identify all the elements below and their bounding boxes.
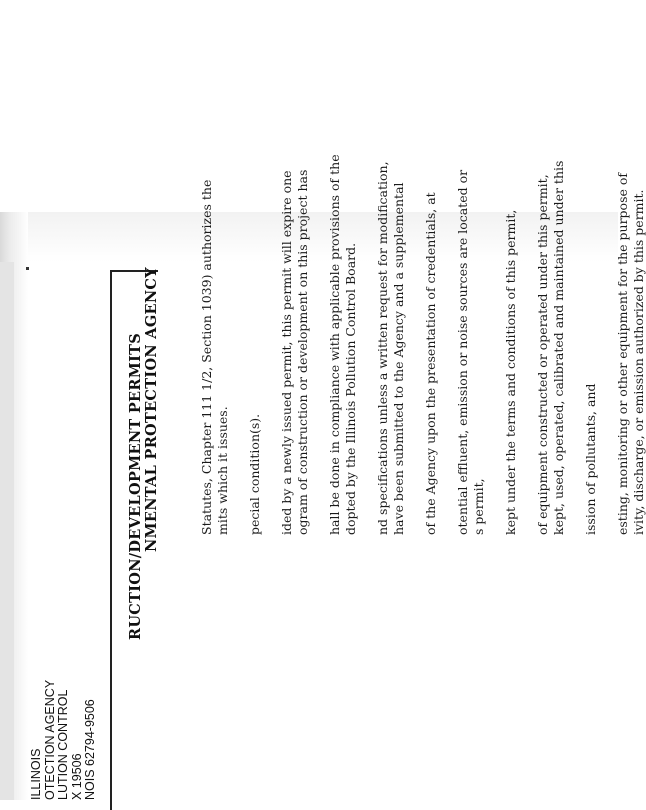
header-rule — [110, 270, 112, 810]
scan-speck — [26, 267, 29, 270]
body-line: hall be done in compliance with applicable provisions of the — [327, 154, 342, 535]
body-line: s permit, — [471, 478, 486, 535]
body-line: nd specifications unless a written request for modification, — [375, 161, 390, 535]
body-line: kept under the terms and conditions of this permit, — [503, 209, 518, 535]
body-line: mits which it issues. — [215, 406, 230, 535]
body-line: ivity, discharge, or emission authorized by this permit. — [631, 189, 646, 535]
rotated-document-page — [0, 154, 646, 800]
title-line: RUCTION/DEVELOPMENT PERMITS — [127, 332, 144, 640]
address-line: NOIS 62794-9506 — [83, 699, 97, 800]
body-line: have been submitted to the Agency and a supplemental — [391, 182, 406, 535]
body-line: ission of pollutants, and — [583, 383, 598, 535]
body-line: esting, monitoring or other equipment for the purpose of — [615, 172, 630, 535]
address-line: X 19506 — [69, 753, 84, 800]
body-line: pecial condition(s). — [247, 413, 262, 535]
body-line: ided by a newly issued permit, this permit will expire one — [279, 170, 294, 535]
address-line: OTECTION AGENCY — [42, 679, 57, 800]
document-title — [128, 267, 160, 800]
agency-address-block — [30, 680, 98, 800]
address-line: LUTION CONTROL — [56, 689, 70, 800]
body-line: of equipment constructed or operated under this permit, — [535, 174, 550, 535]
body-line: dopted by the Illinois Pollution Control Board. — [343, 242, 358, 535]
body-line: otential effluent, emission or noise sources are located or — [455, 169, 470, 535]
address-line: ILLINOIS — [29, 748, 43, 800]
body-line: ogram of construction or development on this project has — [295, 169, 310, 535]
body-line: kept, used, operated, calibrated and maintained under this — [551, 160, 566, 535]
body-line: Statutes, Chapter 111 1/2, Section 1039) authorizes the — [199, 179, 214, 535]
title-line: NMENTAL PROTECTION AGENCY — [143, 267, 160, 552]
body-line: of the Agency upon the presentation of credentials, at — [423, 192, 438, 535]
